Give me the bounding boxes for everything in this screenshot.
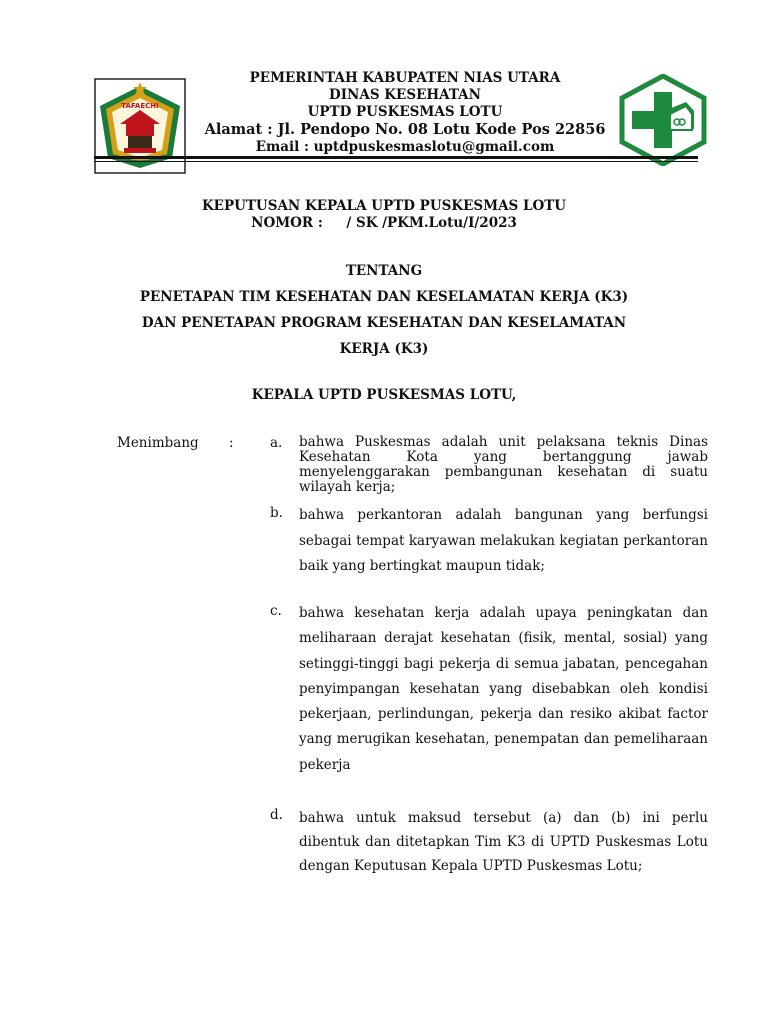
item-letter-a: a. — [270, 435, 283, 451]
puskesmas-logo — [616, 74, 710, 166]
decree-subject-block — [0, 258, 768, 362]
letterhead-divider-thin — [94, 161, 698, 162]
item-text-d: bahwa untuk maksud tersebut (a) dan (b) ini perlu dibentuk dan ditetapkan Tim K3 di UPTD Puskesmas Lotu dengan Keputusan Kepala UPTD Puskesmas Lotu; — [299, 810, 708, 874]
letterhead-divider-thick — [94, 156, 698, 159]
item-text-a: bahwa Puskesmas adalah unit pelaksana teknis Dinas Kesehatan Kota yang bertanggung jawab menyelenggarakan pembangunan kesehatan di suatu wilayah kerja; — [299, 434, 708, 495]
letterhead — [190, 70, 620, 156]
item-text-b: bahwa perkantoran adalah bangunan yang berfungsi sebagai tempat karyawan melakukan kegiatan perkantoran baik yang bertingkat maupun tidak; — [299, 507, 708, 574]
item-letter-c: c. — [270, 603, 282, 619]
item-text-c: bahwa kesehatan kerja adalah upaya peningkatan dan meliharaan derajat kesehatan (fisik, mental, sosial) yang setinggi-tinggi bagi pekerja di semua jabatan, pencegahan penyimpangan kesehatan yang disebabkan oleh kondisi pekerjaan, perlindungan, pekerja dan resiko akibat factor yang merugikan kesehatan, penempatan dan pemeliharaan pekerja — [299, 605, 708, 773]
government-name: PEMERINTAH KABUPATEN NIAS UTARA — [249, 70, 561, 86]
menimbang-label: Menimbang — [117, 435, 199, 451]
department-name: DINAS KESEHATAN — [329, 87, 481, 103]
subject-line-3: KERJA (K3) — [339, 341, 429, 357]
tentang-heading: TENTANG — [345, 263, 423, 279]
address: Alamat : Jl. Pendopo No. 08 Lotu Kode Pos 22856 — [204, 121, 606, 138]
decree-number: NOMOR : / SK /PKM.Lotu/I/2023 — [251, 215, 517, 231]
svg-text:TAFAECHI: TAFAECHI — [121, 102, 159, 110]
item-letter-d: d. — [270, 807, 283, 823]
kabupaten-emblem-logo — [94, 78, 186, 174]
menimbang-colon: : — [229, 435, 234, 451]
unit-name: UPTD PUSKESMAS LOTU — [307, 104, 503, 120]
subject-line-1: PENETAPAN TIM KESEHATAN DAN KESELAMATAN KERJA (K3) — [139, 289, 629, 305]
issuer-heading: KEPALA UPTD PUSKESMAS LOTU, — [251, 387, 517, 403]
email: Email : uptdpuskesmaslotu@gmail.com — [255, 139, 555, 155]
decree-title: KEPUTUSAN KEPALA UPTD PUSKESMAS LOTU — [201, 198, 567, 214]
item-letter-b: b. — [270, 505, 283, 521]
decree-title-block — [0, 198, 768, 232]
subject-line-2: DAN PENETAPAN PROGRAM KESEHATAN DAN KESELAMATAN — [141, 315, 627, 331]
